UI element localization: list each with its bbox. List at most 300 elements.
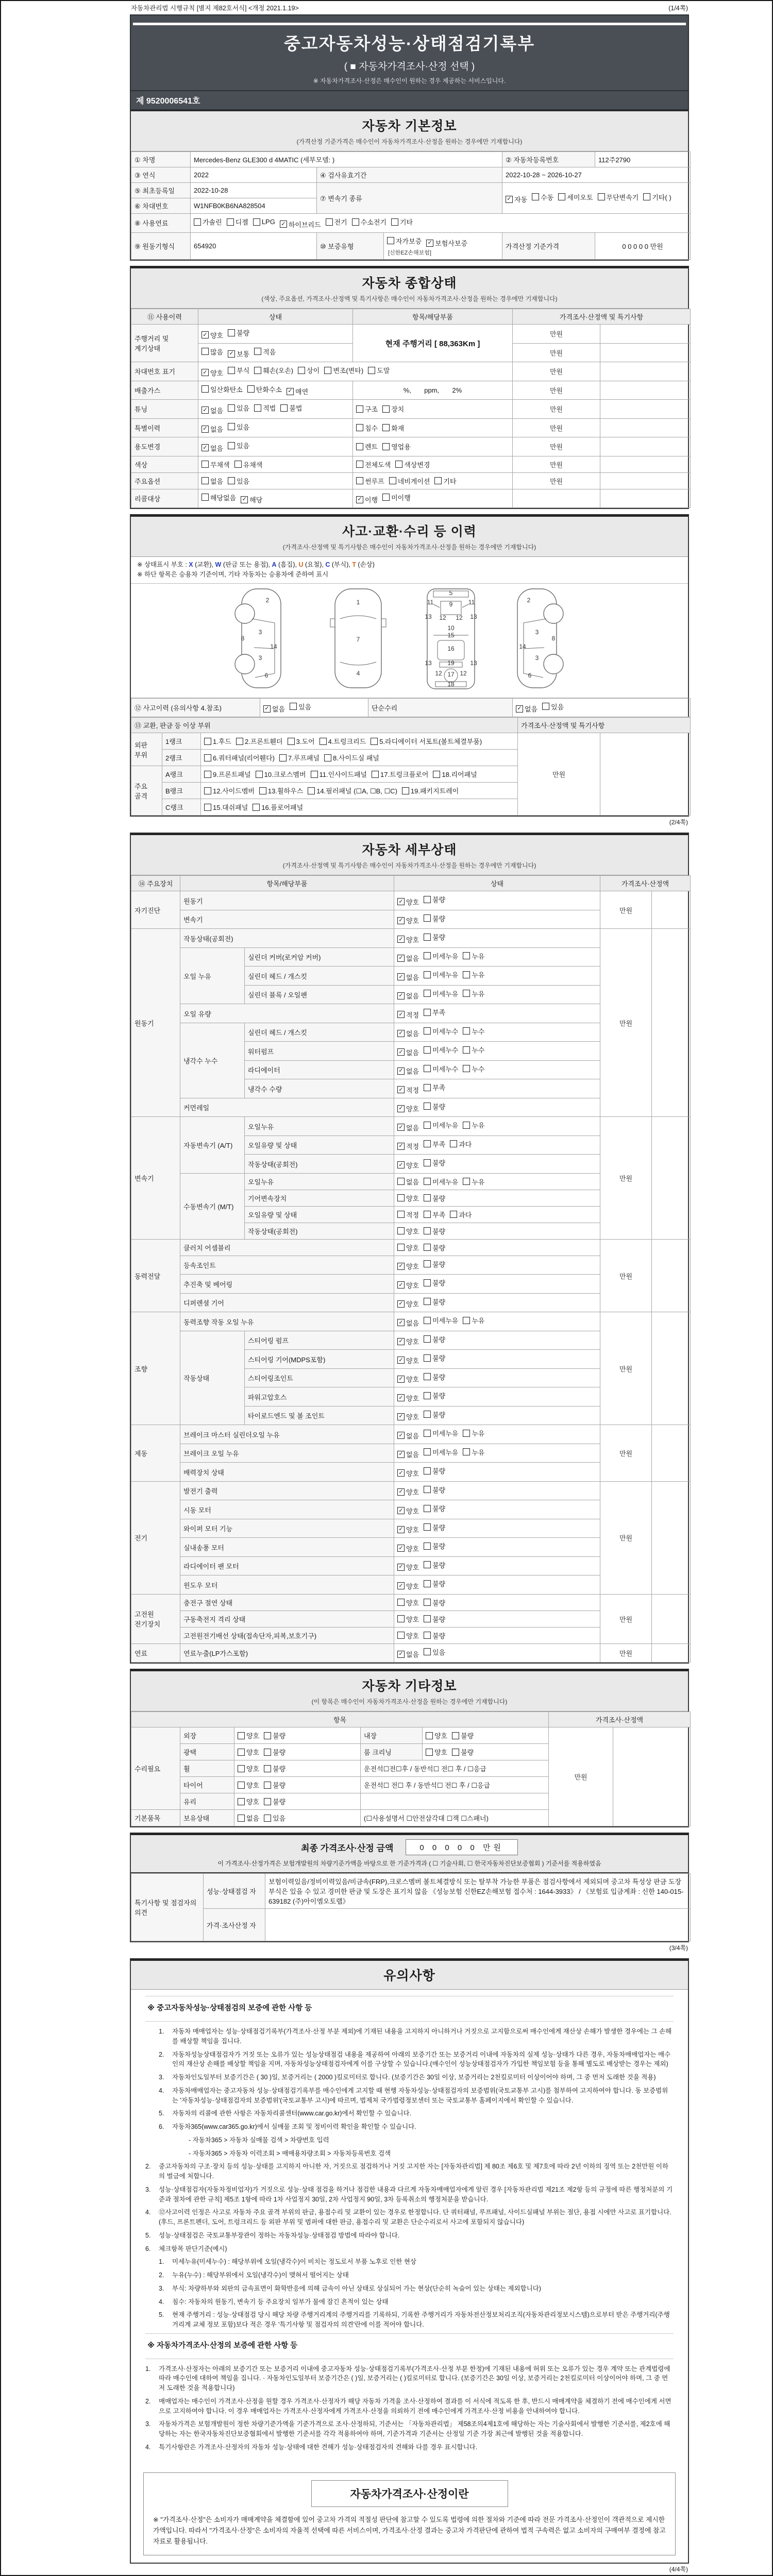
checkbox-option[interactable] bbox=[424, 1045, 458, 1055]
checkbox-option[interactable] bbox=[254, 347, 276, 357]
empty-box-icon[interactable] bbox=[228, 423, 235, 430]
empty-box-icon[interactable] bbox=[424, 1260, 431, 1267]
checkbox-option[interactable] bbox=[238, 1797, 259, 1806]
empty-box-icon[interactable] bbox=[247, 385, 255, 393]
checkbox-option[interactable] bbox=[463, 1026, 484, 1036]
checkbox-option[interactable] bbox=[204, 802, 248, 812]
checkbox-option[interactable] bbox=[450, 1139, 472, 1149]
checkbox-option[interactable] bbox=[426, 1731, 447, 1740]
checkbox-option[interactable] bbox=[356, 476, 384, 486]
checked-box-icon[interactable]: ✓ bbox=[397, 917, 405, 924]
empty-box-icon[interactable] bbox=[434, 477, 442, 484]
empty-box-icon[interactable] bbox=[389, 477, 396, 484]
checkbox-option[interactable] bbox=[424, 1139, 445, 1149]
checkbox-option[interactable] bbox=[463, 951, 484, 961]
checked-box-icon[interactable]: ✓ bbox=[397, 1086, 405, 1093]
checked-box-icon[interactable]: ✓ bbox=[201, 406, 209, 414]
checkbox-option[interactable] bbox=[424, 1101, 445, 1111]
empty-box-icon[interactable] bbox=[424, 1027, 431, 1035]
empty-box-icon[interactable] bbox=[433, 771, 440, 778]
empty-box-icon[interactable] bbox=[298, 367, 305, 374]
checkbox-option[interactable] bbox=[397, 935, 419, 944]
empty-box-icon[interactable] bbox=[204, 738, 211, 745]
empty-box-icon[interactable] bbox=[194, 218, 201, 226]
empty-box-icon[interactable] bbox=[397, 1194, 405, 1201]
empty-box-icon[interactable] bbox=[424, 1599, 431, 1606]
checkbox-option[interactable] bbox=[424, 1485, 445, 1495]
empty-box-icon[interactable] bbox=[204, 754, 211, 761]
checkbox-option[interactable] bbox=[424, 1541, 445, 1551]
empty-box-icon[interactable] bbox=[238, 1782, 245, 1789]
checkbox-option[interactable] bbox=[201, 493, 236, 502]
checkbox-option[interactable] bbox=[290, 702, 311, 711]
checkbox-option[interactable] bbox=[424, 1614, 445, 1624]
empty-box-icon[interactable] bbox=[254, 348, 261, 355]
checkbox-option[interactable] bbox=[424, 1259, 445, 1269]
checkbox-option[interactable] bbox=[598, 192, 639, 202]
checkbox-option[interactable] bbox=[397, 1226, 419, 1236]
checkbox-option[interactable] bbox=[371, 736, 482, 746]
checkbox-option[interactable] bbox=[424, 1315, 458, 1325]
checkbox-option[interactable] bbox=[397, 1649, 419, 1659]
empty-box-icon[interactable] bbox=[424, 990, 431, 997]
empty-box-icon[interactable] bbox=[236, 738, 243, 745]
checkbox-option[interactable] bbox=[264, 1797, 285, 1806]
empty-box-icon[interactable] bbox=[424, 1505, 431, 1512]
empty-box-icon[interactable] bbox=[424, 1335, 431, 1343]
checked-box-icon[interactable]: ✓ bbox=[397, 1564, 405, 1571]
empty-box-icon[interactable] bbox=[424, 1615, 431, 1622]
checkbox-option[interactable] bbox=[201, 476, 223, 486]
empty-box-icon[interactable] bbox=[424, 1227, 431, 1234]
empty-box-icon[interactable] bbox=[228, 442, 235, 449]
empty-box-icon[interactable] bbox=[324, 367, 331, 374]
empty-box-icon[interactable] bbox=[463, 1317, 470, 1324]
checkbox-option[interactable] bbox=[463, 1315, 484, 1325]
checkbox-option[interactable] bbox=[247, 384, 282, 394]
checked-box-icon[interactable]: ✓ bbox=[201, 426, 209, 433]
checkbox-option[interactable] bbox=[356, 442, 378, 451]
empty-box-icon[interactable] bbox=[450, 1140, 457, 1147]
empty-box-icon[interactable] bbox=[201, 385, 209, 393]
empty-box-icon[interactable] bbox=[424, 934, 431, 941]
checkbox-option[interactable] bbox=[424, 1503, 445, 1513]
checkbox-option[interactable] bbox=[397, 1280, 419, 1290]
empty-box-icon[interactable] bbox=[356, 443, 363, 450]
empty-box-icon[interactable] bbox=[382, 405, 390, 413]
empty-box-icon[interactable] bbox=[264, 1798, 271, 1805]
checkbox-option[interactable] bbox=[264, 1764, 285, 1773]
empty-box-icon[interactable] bbox=[558, 193, 565, 200]
checkbox-option[interactable] bbox=[558, 192, 593, 202]
checkbox-option[interactable] bbox=[227, 217, 248, 227]
checkbox-option[interactable] bbox=[424, 989, 458, 998]
checked-box-icon[interactable]: ✓ bbox=[397, 936, 405, 943]
checkbox-option[interactable] bbox=[426, 1747, 447, 1757]
empty-box-icon[interactable] bbox=[382, 443, 390, 450]
checkbox-option[interactable] bbox=[356, 423, 378, 433]
checkbox-option[interactable] bbox=[424, 1631, 445, 1640]
checkbox-option[interactable] bbox=[542, 702, 564, 711]
checkbox-option[interactable] bbox=[463, 1045, 484, 1055]
checked-box-icon[interactable]: ✓ bbox=[397, 1469, 405, 1477]
empty-box-icon[interactable] bbox=[463, 971, 470, 978]
checkbox-option[interactable] bbox=[204, 736, 231, 746]
empty-box-icon[interactable] bbox=[426, 1732, 433, 1739]
empty-box-icon[interactable] bbox=[424, 1354, 431, 1362]
empty-box-icon[interactable] bbox=[253, 218, 260, 226]
checkbox-option[interactable] bbox=[308, 786, 397, 795]
checkbox-option[interactable] bbox=[424, 1391, 445, 1400]
empty-box-icon[interactable] bbox=[201, 477, 209, 484]
checked-box-icon[interactable]: ✓ bbox=[201, 444, 209, 451]
checkbox-option[interactable] bbox=[424, 1007, 445, 1017]
checked-box-icon[interactable]: ✓ bbox=[397, 1105, 405, 1112]
checkbox-option[interactable] bbox=[463, 1064, 484, 1074]
checked-box-icon[interactable]: ✓ bbox=[397, 1300, 405, 1308]
checked-box-icon[interactable]: ✓ bbox=[397, 992, 405, 999]
checkbox-option[interactable] bbox=[238, 1747, 259, 1757]
checkbox-option[interactable] bbox=[241, 495, 262, 504]
checkbox-option[interactable] bbox=[264, 1731, 285, 1740]
checkbox-option[interactable] bbox=[280, 403, 302, 413]
checkbox-option[interactable] bbox=[352, 217, 386, 227]
checked-box-icon[interactable]: ✓ bbox=[397, 1011, 405, 1018]
checkbox-option[interactable] bbox=[424, 894, 445, 904]
empty-box-icon[interactable] bbox=[397, 1227, 405, 1234]
checkbox-option[interactable] bbox=[204, 769, 251, 779]
empty-box-icon[interactable] bbox=[352, 218, 359, 226]
checkbox-option[interactable] bbox=[424, 1428, 458, 1438]
checkbox-option[interactable] bbox=[643, 192, 671, 202]
empty-box-icon[interactable] bbox=[228, 404, 235, 412]
checkbox-option[interactable] bbox=[397, 1487, 419, 1497]
empty-box-icon[interactable] bbox=[256, 771, 263, 778]
empty-box-icon[interactable] bbox=[238, 1749, 245, 1756]
empty-box-icon[interactable] bbox=[356, 461, 363, 468]
checkbox-option[interactable] bbox=[368, 365, 390, 375]
empty-box-icon[interactable] bbox=[382, 424, 390, 431]
checkbox-option[interactable] bbox=[424, 1177, 458, 1187]
checkbox-option[interactable] bbox=[326, 217, 347, 227]
empty-box-icon[interactable] bbox=[424, 1317, 431, 1324]
empty-box-icon[interactable] bbox=[204, 787, 211, 794]
checkbox-option[interactable] bbox=[204, 786, 255, 795]
empty-box-icon[interactable] bbox=[201, 461, 209, 468]
checkbox-option[interactable] bbox=[389, 476, 430, 486]
checkbox-option[interactable] bbox=[397, 1449, 419, 1459]
checked-box-icon[interactable]: ✓ bbox=[241, 496, 248, 503]
empty-box-icon[interactable] bbox=[387, 237, 394, 244]
empty-box-icon[interactable] bbox=[424, 1046, 431, 1054]
checkbox-option[interactable] bbox=[424, 1334, 445, 1344]
empty-box-icon[interactable] bbox=[253, 804, 260, 811]
checked-box-icon[interactable]: ✓ bbox=[263, 705, 271, 713]
checkbox-option[interactable] bbox=[228, 476, 249, 486]
checkbox-option[interactable] bbox=[424, 1522, 445, 1532]
checkbox-option[interactable] bbox=[424, 1064, 458, 1074]
empty-box-icon[interactable] bbox=[463, 1122, 470, 1129]
empty-box-icon[interactable] bbox=[397, 1615, 405, 1622]
empty-box-icon[interactable] bbox=[356, 424, 363, 431]
empty-box-icon[interactable] bbox=[424, 1178, 431, 1185]
empty-box-icon[interactable] bbox=[238, 1732, 245, 1739]
checkbox-option[interactable] bbox=[382, 423, 404, 433]
checked-box-icon[interactable]: ✓ bbox=[397, 1263, 405, 1270]
empty-box-icon[interactable] bbox=[424, 1194, 431, 1201]
empty-box-icon[interactable] bbox=[643, 193, 650, 200]
checkbox-option[interactable] bbox=[201, 347, 223, 357]
empty-box-icon[interactable] bbox=[280, 404, 288, 412]
checkbox-option[interactable] bbox=[463, 970, 484, 979]
checkbox-option[interactable] bbox=[424, 1297, 445, 1307]
checkbox-option[interactable] bbox=[424, 1120, 458, 1130]
checked-box-icon[interactable]: ✓ bbox=[397, 1432, 405, 1439]
checkbox-option[interactable] bbox=[397, 1243, 419, 1252]
checkbox-option[interactable] bbox=[463, 1177, 484, 1187]
empty-box-icon[interactable] bbox=[424, 1122, 431, 1129]
checked-box-icon[interactable]: ✓ bbox=[397, 1526, 405, 1533]
checked-box-icon[interactable]: ✓ bbox=[397, 1651, 405, 1658]
empty-box-icon[interactable] bbox=[424, 1523, 431, 1531]
checkbox-option[interactable] bbox=[382, 404, 404, 414]
empty-box-icon[interactable] bbox=[452, 1749, 459, 1756]
checked-box-icon[interactable]: ✓ bbox=[397, 973, 405, 980]
checkbox-option[interactable] bbox=[452, 1747, 474, 1757]
checkbox-option[interactable] bbox=[228, 440, 249, 450]
checkbox-option[interactable] bbox=[356, 404, 378, 414]
empty-box-icon[interactable] bbox=[424, 1140, 431, 1147]
empty-box-icon[interactable] bbox=[204, 771, 211, 778]
empty-box-icon[interactable] bbox=[424, 1373, 431, 1380]
empty-box-icon[interactable] bbox=[424, 914, 431, 922]
checkbox-option[interactable] bbox=[424, 951, 458, 961]
checkbox-option[interactable] bbox=[320, 736, 366, 746]
checkbox-option[interactable] bbox=[424, 1579, 445, 1588]
checkbox-option[interactable] bbox=[424, 1278, 445, 1287]
empty-box-icon[interactable] bbox=[424, 1486, 431, 1493]
checkbox-option[interactable] bbox=[424, 1026, 458, 1036]
checkbox-option[interactable] bbox=[397, 1562, 419, 1572]
checkbox-option[interactable] bbox=[397, 1355, 419, 1365]
checkbox-option[interactable] bbox=[263, 704, 285, 714]
checked-box-icon[interactable]: ✓ bbox=[287, 388, 294, 395]
checked-box-icon[interactable]: ✓ bbox=[397, 1030, 405, 1037]
checkbox-option[interactable] bbox=[253, 802, 303, 812]
empty-box-icon[interactable] bbox=[326, 218, 333, 226]
checked-box-icon[interactable]: ✓ bbox=[397, 1319, 405, 1326]
checkbox-option[interactable] bbox=[287, 386, 308, 396]
empty-box-icon[interactable] bbox=[238, 1798, 245, 1805]
checkbox-option[interactable] bbox=[424, 1226, 445, 1236]
empty-box-icon[interactable] bbox=[264, 1732, 271, 1739]
checkbox-option[interactable] bbox=[201, 405, 223, 415]
checkbox-option[interactable] bbox=[424, 1560, 445, 1570]
checkbox-option[interactable] bbox=[397, 1028, 419, 1038]
empty-box-icon[interactable] bbox=[254, 404, 261, 412]
checkbox-option[interactable] bbox=[397, 991, 419, 1001]
checkbox-option[interactable] bbox=[397, 1614, 419, 1624]
checkbox-option[interactable] bbox=[256, 769, 306, 779]
checkbox-option[interactable] bbox=[254, 365, 293, 375]
checkbox-option[interactable] bbox=[433, 769, 477, 779]
empty-box-icon[interactable] bbox=[463, 1046, 470, 1054]
checkbox-option[interactable] bbox=[356, 460, 391, 469]
empty-box-icon[interactable] bbox=[424, 1543, 431, 1550]
empty-box-icon[interactable] bbox=[402, 787, 409, 794]
checkbox-option[interactable] bbox=[397, 1374, 419, 1384]
checked-box-icon[interactable]: ✓ bbox=[397, 1357, 405, 1364]
empty-box-icon[interactable] bbox=[382, 494, 390, 501]
checkbox-option[interactable] bbox=[424, 1410, 445, 1419]
checkbox-option[interactable] bbox=[424, 970, 458, 979]
checkbox-option[interactable] bbox=[201, 384, 243, 394]
empty-box-icon[interactable] bbox=[424, 1648, 431, 1655]
checkbox-option[interactable] bbox=[424, 1158, 445, 1167]
checkbox-option[interactable] bbox=[238, 1780, 259, 1790]
empty-box-icon[interactable] bbox=[424, 1561, 431, 1568]
checkbox-option[interactable] bbox=[424, 1082, 445, 1092]
empty-box-icon[interactable] bbox=[259, 787, 266, 794]
empty-box-icon[interactable] bbox=[228, 329, 235, 336]
empty-box-icon[interactable] bbox=[254, 367, 261, 374]
empty-box-icon[interactable] bbox=[288, 738, 295, 745]
empty-box-icon[interactable] bbox=[356, 477, 363, 484]
empty-box-icon[interactable] bbox=[264, 1765, 271, 1772]
checked-box-icon[interactable]: ✓ bbox=[280, 221, 287, 228]
checkbox-option[interactable] bbox=[452, 1731, 474, 1740]
checkbox-option[interactable] bbox=[397, 1177, 419, 1187]
empty-box-icon[interactable] bbox=[204, 804, 211, 811]
checkbox-option[interactable] bbox=[397, 1524, 419, 1534]
checkbox-option[interactable] bbox=[397, 1412, 419, 1421]
empty-box-icon[interactable] bbox=[424, 1448, 431, 1455]
empty-box-icon[interactable] bbox=[228, 367, 235, 374]
checkbox-option[interactable] bbox=[397, 1598, 419, 1607]
checkbox-option[interactable] bbox=[463, 1428, 484, 1438]
checkbox-option[interactable] bbox=[397, 953, 419, 963]
checkbox-option[interactable] bbox=[397, 1193, 419, 1203]
empty-box-icon[interactable] bbox=[463, 1430, 470, 1437]
checkbox-option[interactable] bbox=[201, 443, 223, 453]
checkbox-option[interactable] bbox=[397, 1261, 419, 1271]
checked-box-icon[interactable]: ✓ bbox=[516, 705, 523, 713]
checkbox-option[interactable] bbox=[424, 913, 445, 923]
empty-box-icon[interactable] bbox=[450, 1211, 457, 1218]
checkbox-option[interactable] bbox=[280, 219, 321, 229]
empty-box-icon[interactable] bbox=[201, 348, 209, 355]
checkbox-option[interactable] bbox=[424, 1466, 445, 1476]
empty-box-icon[interactable] bbox=[324, 754, 331, 761]
checkbox-option[interactable] bbox=[397, 1104, 419, 1113]
empty-box-icon[interactable] bbox=[234, 461, 242, 468]
empty-box-icon[interactable] bbox=[368, 367, 375, 374]
checkbox-option[interactable] bbox=[397, 1544, 419, 1553]
checked-box-icon[interactable]: ✓ bbox=[397, 1161, 405, 1168]
checkbox-option[interactable] bbox=[397, 1318, 419, 1328]
checkbox-option[interactable] bbox=[201, 368, 223, 378]
checked-box-icon[interactable]: ✓ bbox=[397, 1545, 405, 1552]
empty-box-icon[interactable] bbox=[463, 1448, 470, 1455]
empty-box-icon[interactable] bbox=[426, 1749, 433, 1756]
checkbox-option[interactable] bbox=[372, 769, 428, 779]
checked-box-icon[interactable]: ✓ bbox=[397, 1338, 405, 1345]
checkbox-option[interactable] bbox=[450, 1210, 472, 1219]
checkbox-option[interactable] bbox=[397, 1393, 419, 1403]
checkbox-option[interactable] bbox=[397, 1468, 419, 1478]
checkbox-option[interactable] bbox=[298, 365, 320, 375]
checkbox-option[interactable] bbox=[264, 1813, 285, 1823]
empty-box-icon[interactable] bbox=[424, 1103, 431, 1110]
checkbox-option[interactable] bbox=[434, 476, 456, 486]
checkbox-option[interactable] bbox=[234, 460, 263, 469]
checkbox-option[interactable] bbox=[424, 1647, 445, 1657]
checkbox-option[interactable] bbox=[397, 1431, 419, 1440]
empty-box-icon[interactable] bbox=[463, 1178, 470, 1185]
empty-box-icon[interactable] bbox=[264, 1749, 271, 1756]
empty-box-icon[interactable] bbox=[424, 1298, 431, 1305]
empty-box-icon[interactable] bbox=[424, 971, 431, 978]
empty-box-icon[interactable] bbox=[424, 1580, 431, 1587]
empty-box-icon[interactable] bbox=[290, 703, 297, 710]
checkbox-option[interactable] bbox=[424, 1598, 445, 1607]
empty-box-icon[interactable] bbox=[424, 1430, 431, 1437]
checkbox-option[interactable] bbox=[228, 365, 249, 375]
empty-box-icon[interactable] bbox=[201, 494, 209, 501]
checkbox-option[interactable] bbox=[236, 736, 283, 746]
empty-box-icon[interactable] bbox=[598, 193, 605, 200]
empty-box-icon[interactable] bbox=[397, 1632, 405, 1639]
checkbox-option[interactable] bbox=[397, 1336, 419, 1346]
checkbox-option[interactable] bbox=[228, 422, 249, 432]
checkbox-option[interactable] bbox=[424, 1353, 445, 1363]
checked-box-icon[interactable]: ✓ bbox=[397, 1582, 405, 1589]
checkbox-option[interactable] bbox=[463, 1447, 484, 1457]
checkbox-option[interactable] bbox=[397, 1581, 419, 1591]
checkbox-option[interactable] bbox=[397, 1141, 419, 1151]
empty-box-icon[interactable] bbox=[463, 1065, 470, 1072]
empty-box-icon[interactable] bbox=[424, 1084, 431, 1091]
checkbox-option[interactable] bbox=[382, 442, 411, 451]
checked-box-icon[interactable]: ✓ bbox=[356, 496, 363, 503]
empty-box-icon[interactable] bbox=[463, 952, 470, 959]
empty-box-icon[interactable] bbox=[424, 1159, 431, 1166]
checkbox-option[interactable] bbox=[397, 1506, 419, 1516]
checkbox-option[interactable] bbox=[397, 1047, 419, 1057]
checkbox-option[interactable] bbox=[201, 330, 223, 340]
checkbox-option[interactable] bbox=[204, 753, 275, 762]
empty-box-icon[interactable] bbox=[424, 1065, 431, 1072]
empty-box-icon[interactable] bbox=[463, 1027, 470, 1035]
empty-box-icon[interactable] bbox=[356, 405, 363, 413]
empty-box-icon[interactable] bbox=[424, 1467, 431, 1475]
checkbox-option[interactable] bbox=[516, 704, 537, 714]
empty-box-icon[interactable] bbox=[228, 477, 235, 484]
checked-box-icon[interactable]: ✓ bbox=[201, 331, 209, 338]
empty-box-icon[interactable] bbox=[264, 1815, 271, 1822]
checkbox-option[interactable] bbox=[463, 989, 484, 998]
checkbox-option[interactable] bbox=[311, 769, 367, 779]
checkbox-option[interactable] bbox=[228, 403, 249, 413]
empty-box-icon[interactable] bbox=[397, 1599, 405, 1606]
checkbox-option[interactable] bbox=[463, 1120, 484, 1130]
checkbox-option[interactable] bbox=[279, 753, 320, 762]
checked-box-icon[interactable]: ✓ bbox=[397, 1281, 405, 1289]
checkbox-option[interactable] bbox=[201, 460, 230, 469]
empty-box-icon[interactable] bbox=[371, 738, 378, 745]
empty-box-icon[interactable] bbox=[311, 771, 318, 778]
checked-box-icon[interactable]: ✓ bbox=[397, 1394, 405, 1401]
